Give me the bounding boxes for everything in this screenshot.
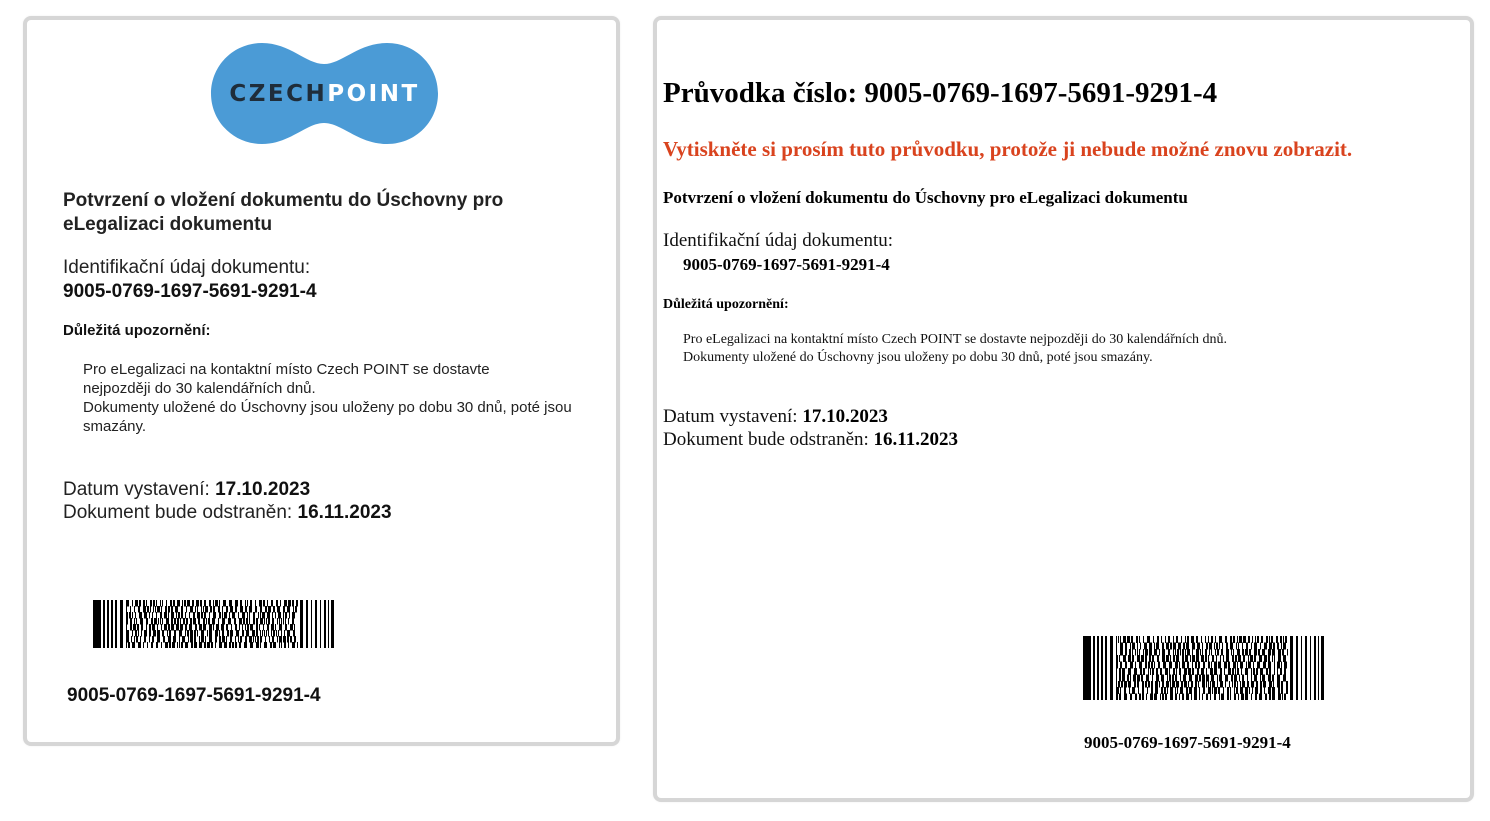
warning-line-1: Pro eLegalizaci na kontaktní místo Czech POINT se dostavte nejpozději do 30 kalendářních dnů. (683, 332, 1228, 347)
warning-text (83, 360, 593, 436)
issued-date-row (63, 478, 392, 501)
logo-text-point: POINT (327, 80, 420, 107)
receipt-number-heading: Průvodka číslo: 9005-0769-1697-5691-9291-4 (663, 77, 1218, 109)
removal-value: 16.11.2023 (873, 429, 958, 450)
issued-value: 17.10.2023 (802, 406, 888, 427)
issued-label: Datum vystavení: (63, 479, 210, 500)
issued-value: 17.10.2023 (215, 479, 311, 500)
document-title: Potvrzení o vložení dokumentu do Úschovny pro eLegalizaci dokumentu (663, 188, 1188, 207)
removal-date-row (63, 501, 392, 524)
removal-value: 16.11.2023 (297, 502, 392, 523)
id-label: Identifikační údaj dokumentu: (63, 257, 311, 278)
issued-label: Datum vystavení: (663, 406, 798, 427)
left-receipt-card (23, 16, 620, 746)
id-value: 9005-0769-1697-5691-9291-4 (63, 281, 317, 302)
warning-heading: Důležitá upozornění: (663, 297, 789, 312)
warning-line-2: Dokumenty uložené do Úschovny jsou uloženy po dobu 30 dnů, poté jsou smazány. (683, 350, 1153, 365)
warning-line-1: Pro eLegalizaci na kontaktní místo Czech POINT se dostavte nejpozději do 30 kalendářních dnů. (83, 361, 490, 397)
pdf417-barcode-icon (1083, 636, 1324, 705)
issued-date-row (663, 405, 958, 428)
czechpoint-logo (210, 42, 439, 145)
barcode-caption: 9005-0769-1697-5691-9291-4 (67, 685, 321, 706)
warning-line-2: Dokumenty uložené do Úschovny jsou uloženy po dobu 30 dnů, poté jsou smazány. (83, 399, 572, 435)
dates-block (63, 478, 392, 524)
id-value: 9005-0769-1697-5691-9291-4 (683, 255, 890, 274)
right-receipt-card (653, 16, 1474, 802)
removal-date-row (663, 428, 958, 451)
print-warning: Vytiskněte si prosím tuto průvodku, protože ji nebude možné znovu zobrazit. (663, 137, 1353, 161)
dates-block (663, 405, 958, 451)
barcode-caption: 9005-0769-1697-5691-9291-4 (1084, 733, 1291, 752)
removal-label: Dokument bude odstraněn: (63, 502, 293, 523)
document-title: Potvrzení o vložení dokumentu do Úschovny pro eLegalizaci dokumentu (63, 190, 504, 235)
removal-label: Dokument bude odstraněn: (663, 429, 869, 450)
pdf417-barcode-icon (93, 600, 334, 653)
warning-text (683, 331, 1227, 367)
warning-heading: Důležitá upozornění: (63, 322, 211, 339)
id-label: Identifikační údaj dokumentu: (663, 230, 894, 251)
logo-text-czech: CZECH (229, 80, 328, 107)
